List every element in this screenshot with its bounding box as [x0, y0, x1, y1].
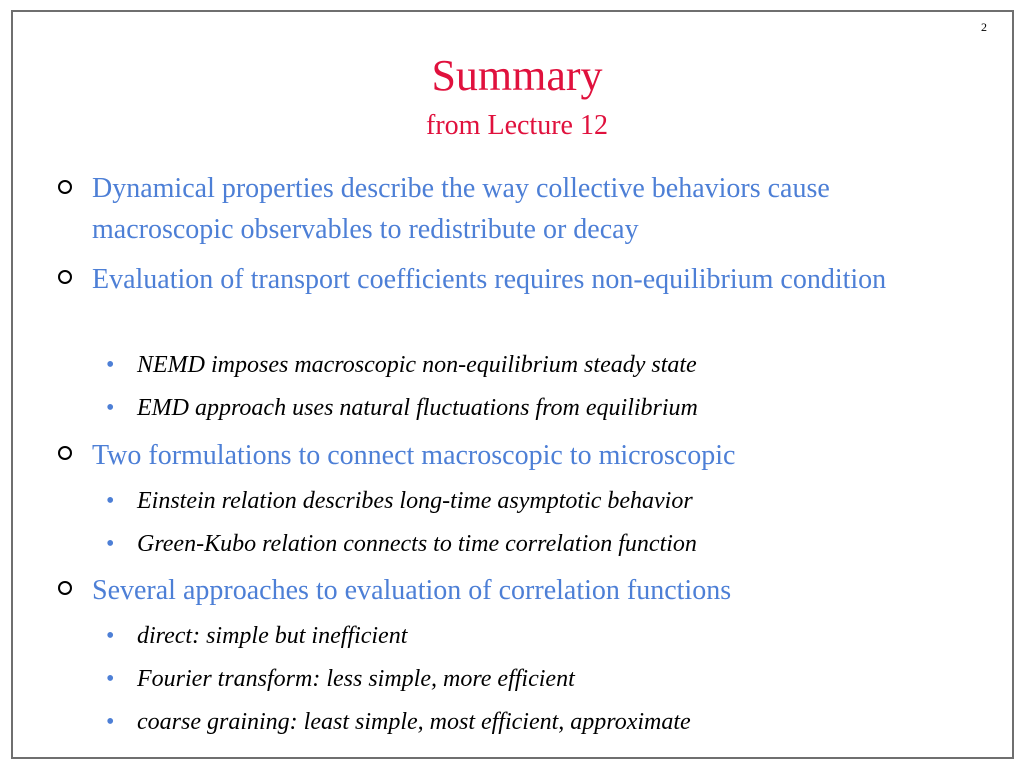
hollow-circle-bullet-icon	[58, 270, 72, 284]
sub-bullet-item: coarse graining: least simple, most efficient, approximate	[137, 709, 691, 735]
dot-bullet-icon: •	[106, 531, 115, 557]
sub-bullet-item: EMD approach uses natural fluctuations from equilibrium	[137, 395, 698, 421]
bullet-item: Two formulations to connect macroscopic to microscopic	[92, 440, 736, 471]
sub-bullet-item: Einstein relation describes long-time asymptotic behavior	[137, 488, 693, 514]
bullet-item: Evaluation of transport coefficients requires non-equilibrium condition	[92, 264, 887, 295]
page-number: 2	[981, 20, 987, 34]
sub-bullet-item: direct: simple but inefficient	[137, 623, 408, 649]
dot-bullet-icon: •	[106, 666, 115, 692]
sub-bullet-item: Green-Kubo relation connects to time correlation function	[137, 531, 697, 557]
hollow-circle-bullet-icon	[58, 446, 72, 460]
hollow-circle-bullet-icon	[58, 180, 72, 194]
dot-bullet-icon: •	[106, 395, 115, 421]
sub-bullet-item: NEMD imposes macroscopic non-equilibrium steady state	[137, 352, 697, 378]
sub-bullet-item: Fourier transform: less simple, more efficient	[137, 666, 575, 692]
slide-subtitle: from Lecture 12	[426, 110, 608, 141]
bullet-item: Dynamical properties describe the way collective behaviors cause macroscopic observables to redistribute or decay	[92, 173, 830, 245]
dot-bullet-icon: •	[106, 709, 115, 735]
dot-bullet-icon: •	[106, 623, 115, 649]
dot-bullet-icon: •	[106, 352, 115, 378]
hollow-circle-bullet-icon	[58, 581, 72, 595]
bullet-item: Several approaches to evaluation of correlation functions	[92, 575, 732, 606]
dot-bullet-icon: •	[106, 488, 115, 514]
slide-title: Summary	[431, 51, 603, 100]
